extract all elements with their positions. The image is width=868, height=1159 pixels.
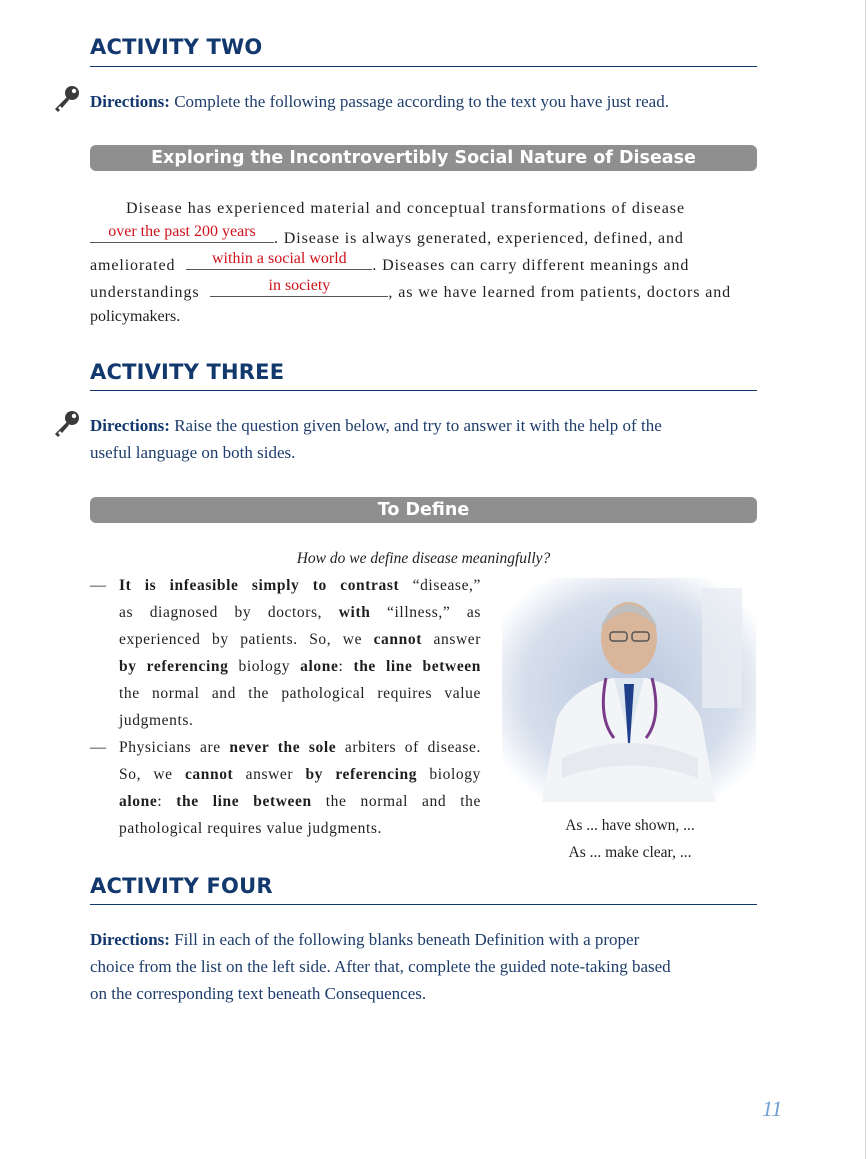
text-segment: : xyxy=(157,793,177,810)
key-icon xyxy=(52,84,82,114)
bold-phrase: It is infeasible simply to contrast xyxy=(119,577,400,594)
bold-phrase: the line between xyxy=(176,793,312,810)
text-segment: So, we xyxy=(119,766,185,783)
directions-line-2: useful language on both sides. xyxy=(90,443,296,462)
bullet-line xyxy=(119,653,481,680)
bullet-2 xyxy=(119,734,481,842)
blank-1[interactable] xyxy=(90,222,274,243)
activity-three-rule xyxy=(90,390,757,391)
passage-line-2-text: . Disease is always generated, experienced, defined, and xyxy=(274,230,684,247)
bold-phrase: cannot xyxy=(373,631,422,648)
question: How do we define disease meaningfully? xyxy=(296,550,551,567)
directions-line-2: choice from the list on the left side. After that, complete the guided note-taking based xyxy=(90,957,671,976)
activity-two-title: ACTIVITY TWO xyxy=(90,35,263,59)
directions-label: Directions: xyxy=(90,416,170,435)
text-segment: experienced by patients. So, we xyxy=(119,631,374,648)
activity-three-directions xyxy=(90,412,757,466)
bullet-line xyxy=(119,626,481,653)
passage-line-2 xyxy=(90,222,757,249)
activity-four-directions xyxy=(90,926,757,1007)
bold-phrase: cannot xyxy=(184,766,234,783)
bold-phrase: alone xyxy=(119,793,158,810)
bold-phrase: with xyxy=(338,604,371,621)
answer-2: within a social world xyxy=(212,250,347,267)
bullet-line xyxy=(119,572,481,599)
caption-1: As ... have shown, ... xyxy=(565,817,695,834)
bold-phrase: by referencing xyxy=(119,658,229,675)
text-segment: Physicians are xyxy=(119,739,230,756)
blank-2[interactable] xyxy=(186,249,372,270)
text-segment: pathological requires value judgments. xyxy=(119,820,382,837)
directions-label: Directions: xyxy=(90,92,170,111)
answer-3: in society xyxy=(268,277,331,294)
activity-three-banner: To Define xyxy=(90,497,757,523)
activity-two-directions xyxy=(90,88,757,115)
text-segment: answer xyxy=(233,766,306,783)
blank-3[interactable] xyxy=(210,276,388,297)
activity-four-rule xyxy=(90,904,757,905)
bold-phrase: by referencing xyxy=(305,766,418,783)
answer-1: over the past 200 years xyxy=(108,223,256,240)
bullet-line xyxy=(119,707,481,734)
text-segment: arbiters of disease. xyxy=(336,739,482,756)
text-segment: biology xyxy=(417,766,481,783)
text-segment: judgments. xyxy=(119,712,194,729)
activity-four-title: ACTIVITY FOUR xyxy=(90,874,273,898)
passage-line-4-text: , as we have learned from patients, doctors and xyxy=(388,284,732,301)
passage-line-4-start: understandings xyxy=(90,284,200,301)
text-segment: biology xyxy=(228,658,301,675)
bold-phrase: never the sole xyxy=(229,739,337,756)
activity-three-title: ACTIVITY THREE xyxy=(90,360,285,384)
bullet-dash-2: — xyxy=(90,739,106,756)
text-segment: answer xyxy=(421,631,481,648)
bullet-line xyxy=(119,734,481,761)
directions-label: Directions: xyxy=(90,930,170,949)
activity-two-rule xyxy=(90,66,757,67)
page-edge-line xyxy=(865,0,866,1159)
text-segment: the normal and the xyxy=(311,793,481,810)
passage-line-3-start: ameliorated xyxy=(90,257,176,274)
text-segment: the normal and the pathological requires value xyxy=(119,685,481,702)
text-segment: “disease,” xyxy=(399,577,481,594)
directions-text: Complete the following passage according to the text you have just read. xyxy=(169,92,669,111)
text-segment: : xyxy=(338,658,354,675)
passage-line-1: Disease has experienced material and conceptual transformations of disease xyxy=(126,200,686,217)
directions-line-1: Raise the question given below, and try to answer it with the help of the xyxy=(169,416,662,435)
bullet-dash-1: — xyxy=(90,577,106,594)
bullet-line xyxy=(119,788,481,815)
doctor-photo xyxy=(502,578,756,802)
passage-line-3-text: . Diseases can carry different meanings and xyxy=(372,257,690,274)
bullet-line xyxy=(119,680,481,707)
bullet-line xyxy=(119,815,481,842)
bullet-line xyxy=(119,599,481,626)
bold-phrase: alone xyxy=(300,658,339,675)
directions-line-1: Fill in each of the following blanks beneath Definition with a proper xyxy=(169,930,640,949)
bullet-line xyxy=(119,761,481,788)
bold-phrase: the line between xyxy=(353,658,481,675)
passage-line-4 xyxy=(90,276,757,303)
text-segment: “illness,” as xyxy=(370,604,482,621)
page-number: 11 xyxy=(762,1096,783,1121)
directions-line-3: on the corresponding text beneath Consequences. xyxy=(90,984,427,1003)
passage-line-3 xyxy=(90,249,757,276)
passage-line-5: policymakers. xyxy=(90,308,181,325)
key-icon xyxy=(52,409,82,439)
caption-2: As ... make clear, ... xyxy=(568,844,692,861)
activity-two-banner: Exploring the Incontrovertibly Social Nature of Disease xyxy=(90,145,757,171)
bullet-1 xyxy=(119,572,481,734)
text-segment: as diagnosed by doctors, xyxy=(119,604,339,621)
